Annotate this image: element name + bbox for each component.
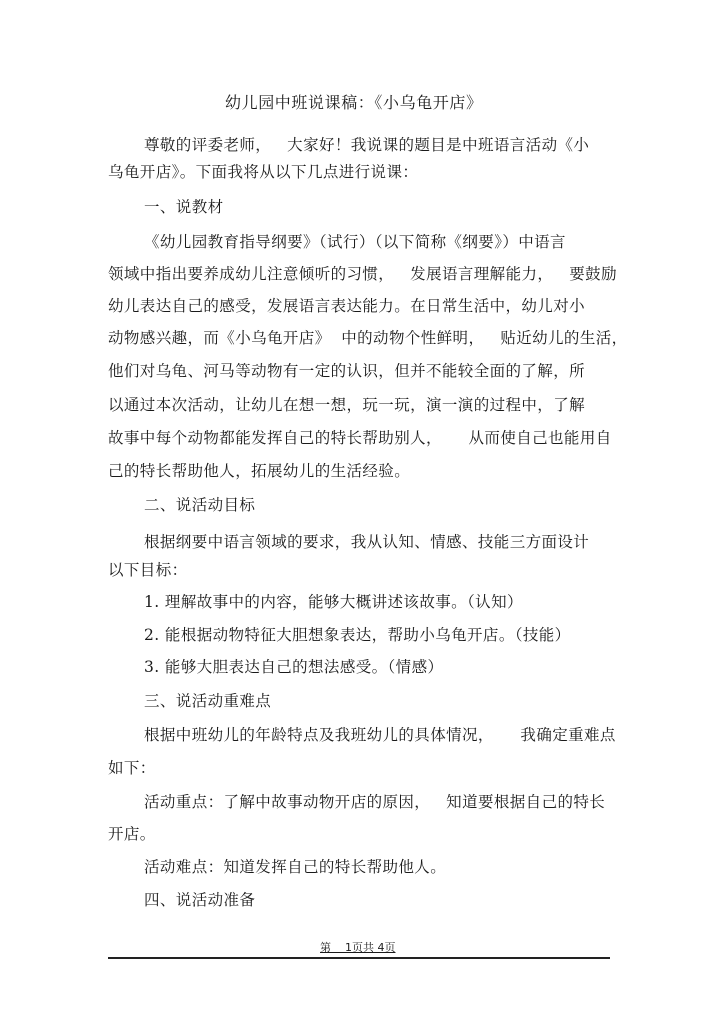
- paragraph-line: 他们对乌龟、河马等动物有一定的认识，但并不能较全面的了解，所: [108, 362, 586, 380]
- section-heading: 一、说教材: [144, 198, 224, 216]
- paragraph-line: 乌龟开店》。下面我将从以下几点进行说课：: [108, 163, 419, 181]
- section-heading: 三、说活动重难点: [144, 692, 272, 710]
- footer-divider: [108, 957, 610, 959]
- paragraph-line: 幼儿表达自己的感受，发展语言表达能力。在日常生活中，幼儿对小: [108, 297, 586, 315]
- goal-list-item: 3. 能够大胆表达自己的想法感受。（情感）: [144, 658, 444, 676]
- section-heading: 二、说活动目标: [144, 496, 256, 514]
- paragraph-line: 己的特长帮助他人，拓展幼儿的生活经验。: [108, 462, 411, 480]
- paragraph-line: 以通过本次活动，让幼儿在想一想，玩一玩，演一演的过程中，了解: [108, 396, 586, 414]
- paragraph-line: 活动重点：了解中故事动物开店的原因， 知道要根据自己的特长: [144, 793, 606, 811]
- paragraph-line: 领域中指出要养成幼儿注意倾听的习惯， 发展语言理解能力， 要鼓励: [108, 265, 617, 283]
- goal-list-item: 1. 理解故事中的内容，能够大概讲述该故事。（认知）: [144, 593, 523, 611]
- paragraph-line: 如下：: [108, 759, 156, 777]
- paragraph-line: 以下目标：: [108, 561, 188, 579]
- paragraph-line: 《幼儿园教育指导纲要》（试行）（以下简称《纲要》）中语言: [144, 233, 566, 251]
- page-title: 幼儿园中班说课稿：《小乌龟开店》: [225, 93, 483, 112]
- section-heading: 四、说活动准备: [144, 891, 256, 909]
- paragraph-line: 根据纲要中语言领域的要求，我从认知、情感、技能三方面设计: [144, 533, 590, 551]
- paragraph-line: 故事中每个动物都能发挥自己的特长帮助别人， 从而使自己也能用自: [108, 429, 612, 447]
- paragraph-line: 尊敬的评委老师， 大家好！我说课的题目是中班语言活动《小: [144, 136, 590, 154]
- paragraph-line: 活动难点：知道发挥自己的特长帮助他人。: [144, 858, 447, 876]
- paragraph-line: 动物感兴趣，而《小乌龟开店》 中的动物个性鲜明， 贴近幼儿的生活，: [108, 329, 628, 347]
- goal-list-item: 2. 能根据动物特征大胆想象表达，帮助小乌龟开店。（技能）: [144, 626, 571, 644]
- page-number: 第 1页共 4页: [320, 941, 396, 954]
- paragraph-line: 开店。: [108, 825, 156, 843]
- paragraph-line: 根据中班幼儿的年龄特点及我班幼儿的具体情况， 我确定重难点: [144, 726, 616, 744]
